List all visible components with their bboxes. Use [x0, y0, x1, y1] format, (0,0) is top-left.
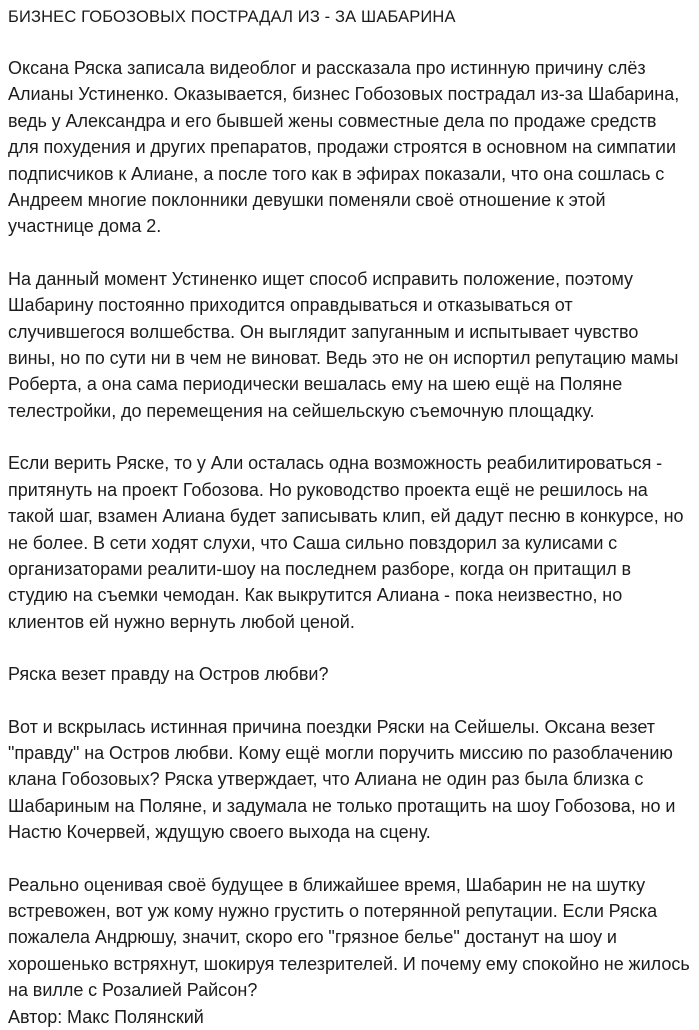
article-paragraph-1: Оксана Ряска записала видеоблог и рассказала про истинную причину слёз Алианы Устиненко. Оказывается, бизнес Гобозовых пострадал из-за Шабарина, ведь у Александра и его бывшей жены совместные дела по продаже средств для похудения и других препаратов, продажи строятся в основном на симпатии подписчиков к Алиане, а после того как в эфирах показали, что она сошлась с Андреем многие поклонники девушки поменяли своё отношение к этой участнице дома 2.: [8, 58, 680, 237]
article-body: [8, 55, 690, 1030]
article-paragraph-5: Вот и вскрылась истинная причина поездки Ряски на Сейшелы. Оксана везет "правду" на Остров любви. Кому ещё могли поручить миссию по разоблачению клана Гобозовых? Ряска утверждает, что Алиана не один раз была близка с Шабариным на Поляне, и задумала не только протащить на шоу Гобозова, но и Настю Кочервей, ждущую своего выхода на сцену.: [8, 716, 676, 843]
article-paragraph-4: Ряска везет правду на Остров любви?: [8, 664, 329, 685]
article-paragraph-6: Реально оценивая своё будущее в ближайшее время, Шабарин не на шутку встревожен, вот уж кому нужно грустить о потерянной репутации. Если Ряска пожалела Андрюшу, значит, скоро его "грязное белье" достанут на шоу и хорошенько встряхнут, шокируя телезрителей. И почему ему спокойно не жилось на вилле с Розалией Райсон?: [8, 874, 690, 1001]
article-byline: Автор: Макс Полянский: [8, 1006, 204, 1027]
article-paragraph-3: Если верить Ряске, то у Али осталась одна возможность реабилитироваться - притянуть на проект Гобозова. Но руководство проекта ещё не решилось на такой шаг, взамен Алиана будет записывать клип, ей дадут песню в конкурсе, но не более. В сети ходят слухи, что Саша сильно повздорил за кулисами с организаторами реалити-шоу на последнем разборе, когда он притащил в студию на съемки чемодан. Как выкрутится Алиана - пока неизвестно, но клиентов ей нужно вернуть любой ценой.: [8, 453, 684, 632]
page-title: БИЗНЕС ГОБОЗОВЫХ ПОСТРАДАЛ ИЗ - ЗА ШАБАРИНА: [8, 8, 456, 26]
article-paragraph-2: На данный момент Устиненко ищет способ исправить положение, поэтому Шабарину постоянно приходится оправдываться и отказываться от случившегося волшебства. Он выглядит запуганным и испытывает чувство вины, но по сути ни в чем не виноват. Ведь это не он испортил репутацию мамы Роберта, а она сама периодически вешалась ему на шею ещё на Поляне телестройки, до перемещения на сейшельскую съемочную площадку.: [8, 268, 679, 421]
